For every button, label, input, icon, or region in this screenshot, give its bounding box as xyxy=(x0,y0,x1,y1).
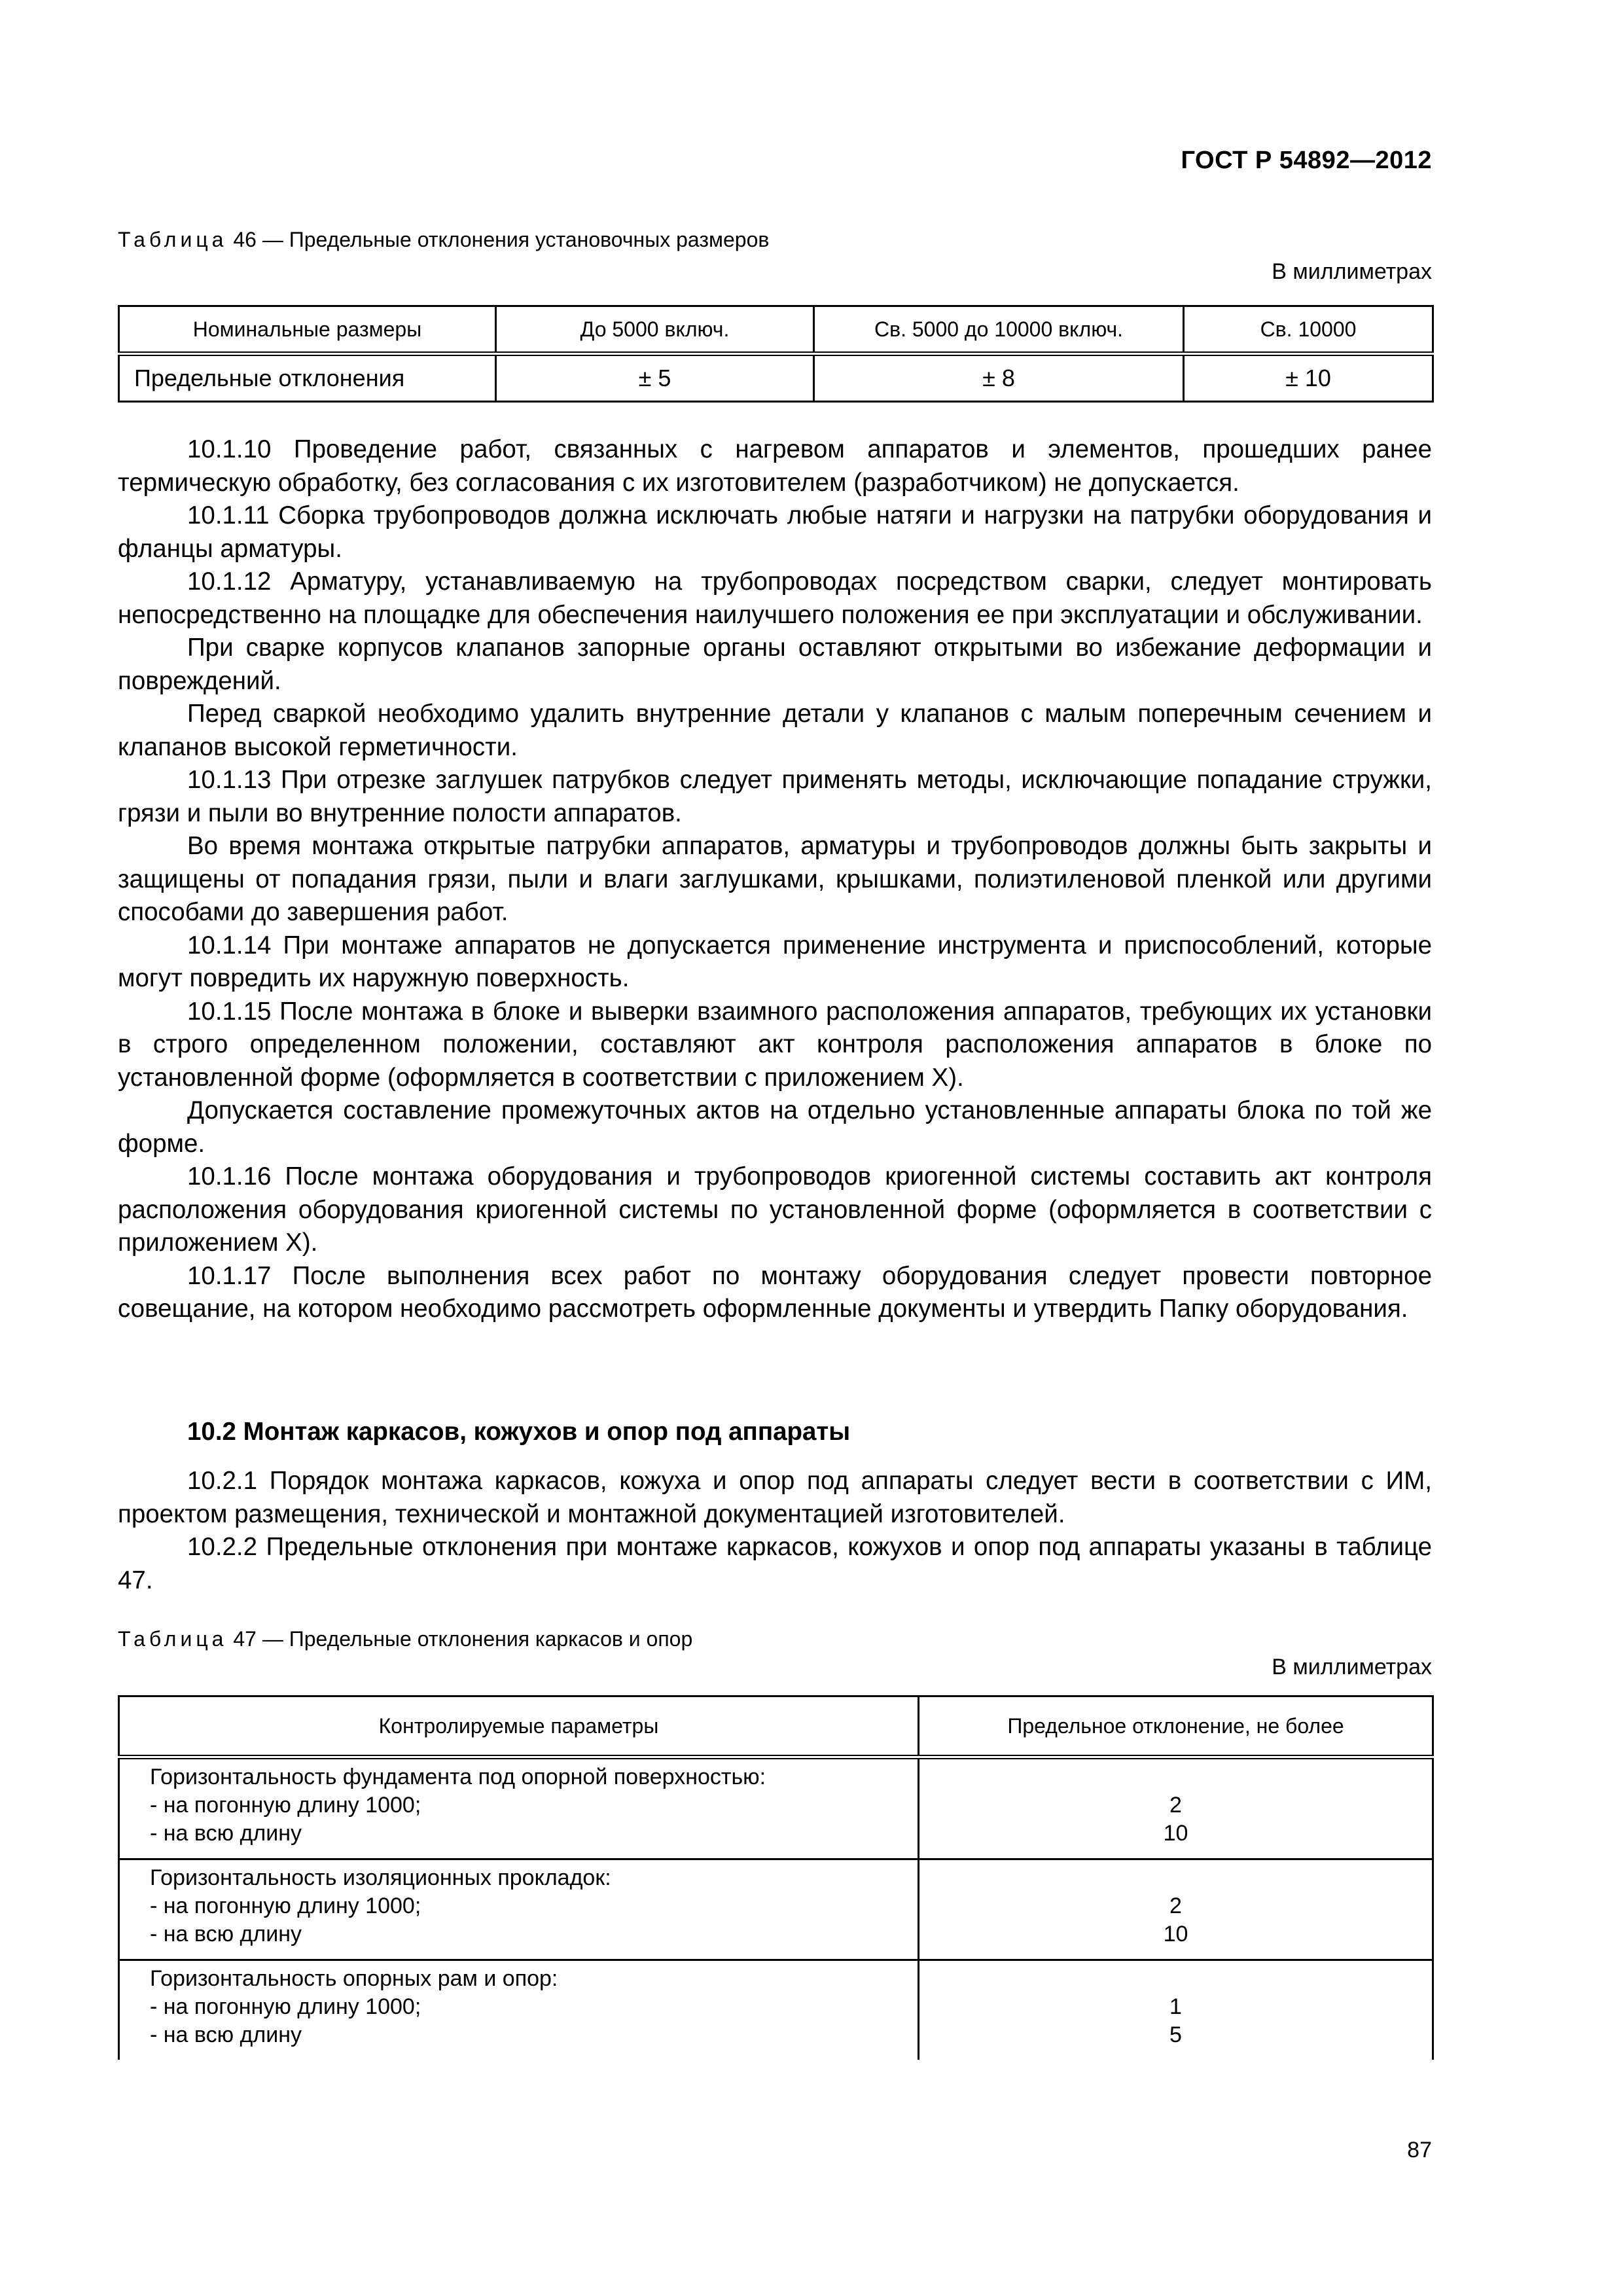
param-title: Горизонтальность опорных рам и опор: xyxy=(150,1966,558,1991)
table-46 xyxy=(118,305,1434,403)
table-47-caption-word: Таблица xyxy=(118,1627,228,1651)
paragraph: 10.1.17 После выполнения всех работ по монтажу оборудования следует провести повторное совещание, на котором необходимо рассмотреть оформленные документы и утвердить Папку оборудования. xyxy=(118,1261,1432,1323)
table-47-param-cell xyxy=(119,1960,919,2060)
table-46-units: В миллиметрах xyxy=(1272,259,1432,284)
paragraph: 10.1.14 При монтаже аппаратов не допускается применение инструмента и приспособлений, которые могут повредить их наружную поверхность. xyxy=(118,931,1432,992)
table-46-cell: Предельные отклонения xyxy=(119,354,496,402)
table-46-cell: ± 10 xyxy=(1184,354,1433,402)
paragraph: При сварке корпусов клапанов запорные органы оставляют открытыми во избежание деформации и повреждений. xyxy=(118,634,1432,695)
paragraph: Перед сваркой необходимо удалить внутренние детали у клапанов с малым поперечным сечением и клапанов высокой герметичности. xyxy=(118,700,1432,761)
table-46-header-row xyxy=(119,306,1433,354)
paragraph: 10.1.13 При отрезке заглушек патрубков следует применять методы, исключающие попадание стружки, грязи и пыли во внутренние полости аппаратов. xyxy=(118,766,1432,827)
param-title: Горизонтальность фундамента под опорной поверхностью: xyxy=(150,1765,766,1789)
table-46-header-cell: До 5000 включ. xyxy=(496,306,814,354)
table-46-caption-text: 46 — Предельные отклонения установочных размеров xyxy=(233,228,770,251)
table-47-units: В миллиметрах xyxy=(1272,1655,1432,1679)
table-46-cell: ± 8 xyxy=(814,354,1184,402)
page-number: 87 xyxy=(1407,2138,1432,2162)
table-46-caption-word: Таблица xyxy=(118,228,228,251)
value: 10 xyxy=(1163,1922,1188,1946)
table-row xyxy=(119,1757,1433,1859)
param-sub: - на всю длину xyxy=(150,1821,302,1846)
table-47-value-cell xyxy=(919,1960,1433,2060)
param-sub: - на погонную длину 1000; xyxy=(150,1893,421,1918)
paragraph: 10.1.15 После монтажа в блоке и выверки взаимного расположения аппаратов, требующих их установки в строго определенном положении, составляют акт контроля расположения аппаратов в блоке по установленной форме (оформляется в соответствии с приложением Х). xyxy=(118,997,1432,1092)
table-47-header-cell: Предельное отклонение, не более xyxy=(919,1696,1433,1757)
table-47-header-row xyxy=(119,1696,1433,1757)
value: 1 xyxy=(1169,1994,1182,2019)
section-heading: 10.2 Монтаж каркасов, кожухов и опор под аппараты xyxy=(187,1418,851,1446)
param-sub: - на погонную длину 1000; xyxy=(150,1793,421,1818)
value: 5 xyxy=(1169,2022,1182,2047)
table-47 xyxy=(118,1695,1434,2060)
table-47-caption-text: 47 — Предельные отклонения каркасов и опор xyxy=(233,1627,693,1651)
value: 2 xyxy=(1169,1793,1182,1818)
table-row xyxy=(119,354,1433,402)
table-47-param-cell xyxy=(119,1757,919,1859)
value: 10 xyxy=(1163,1821,1188,1846)
param-sub: - на всю длину xyxy=(150,2022,302,2047)
paragraph: 10.1.16 После монтажа оборудования и трубопроводов криогенной системы составить акт контроля расположения оборудования криогенной системы по установленной форме (оформляется в соответствии с приложением Х). xyxy=(118,1162,1432,1257)
table-46-header-cell: Св. 5000 до 10000 включ. xyxy=(814,306,1184,354)
table-46-cell: ± 5 xyxy=(496,354,814,402)
table-47-value-cell xyxy=(919,1757,1433,1859)
paragraph: 10.1.12 Арматуру, устанавливаемую на трубопроводах посредством сварки, следует монтировать непосредственно на площадке для обеспечения наилучшего положения ее при эксплуатации и обслуживании. xyxy=(118,567,1432,629)
table-46-caption xyxy=(118,228,769,252)
main-text xyxy=(118,433,1432,1326)
paragraph: Допускается составление промежуточных актов на отдельно установленные аппараты блока по той же форме. xyxy=(118,1096,1432,1158)
table-46-header-cell: Номинальные размеры xyxy=(119,306,496,354)
section-text xyxy=(118,1465,1432,1597)
table-47-param-cell xyxy=(119,1859,919,1960)
paragraph: 10.1.10 Проведение работ, связанных с нагревом аппаратов и элементов, прошедших ранее термическую обработку, без согласования с их изготовителем (разработчиком) не допускается. xyxy=(118,435,1432,497)
paragraph: 10.2.2 Предельные отклонения при монтаже каркасов, кожухов и опор под аппараты указаны в таблице 47. xyxy=(118,1533,1432,1594)
paragraph: 10.2.1 Порядок монтажа каркасов, кожуха и опор под аппараты следует вести в соответствии с ИМ, проектом размещения, технической и монтажной документацией изготовителей. xyxy=(118,1467,1432,1528)
table-47-header-cell: Контролируемые параметры xyxy=(119,1696,919,1757)
value: 2 xyxy=(1169,1893,1182,1918)
param-title: Горизонтальность изоляционных прокладок: xyxy=(150,1865,611,1890)
table-47-caption xyxy=(118,1627,692,1651)
table-46-header-cell: Св. 10000 xyxy=(1184,306,1433,354)
document-code: ГОСТ Р 54892—2012 xyxy=(1181,147,1432,174)
table-47-value-cell xyxy=(919,1859,1433,1960)
table-row xyxy=(119,1859,1433,1960)
paragraph: Во время монтажа открытые патрубки аппаратов, арматуры и трубопроводов должны быть закрыты и защищены от попадания грязи, пыли и влаги заглушками, крышками, полиэтиленовой пленкой или другими способами до завершения работ. xyxy=(118,832,1432,926)
paragraph: 10.1.11 Сборка трубопроводов должна исключать любые натяги и нагрузки на патрубки оборудования и фланцы арматуры. xyxy=(118,501,1432,563)
param-sub: - на всю длину xyxy=(150,1922,302,1946)
table-row xyxy=(119,1960,1433,2060)
param-sub: - на погонную длину 1000; xyxy=(150,1994,421,2019)
